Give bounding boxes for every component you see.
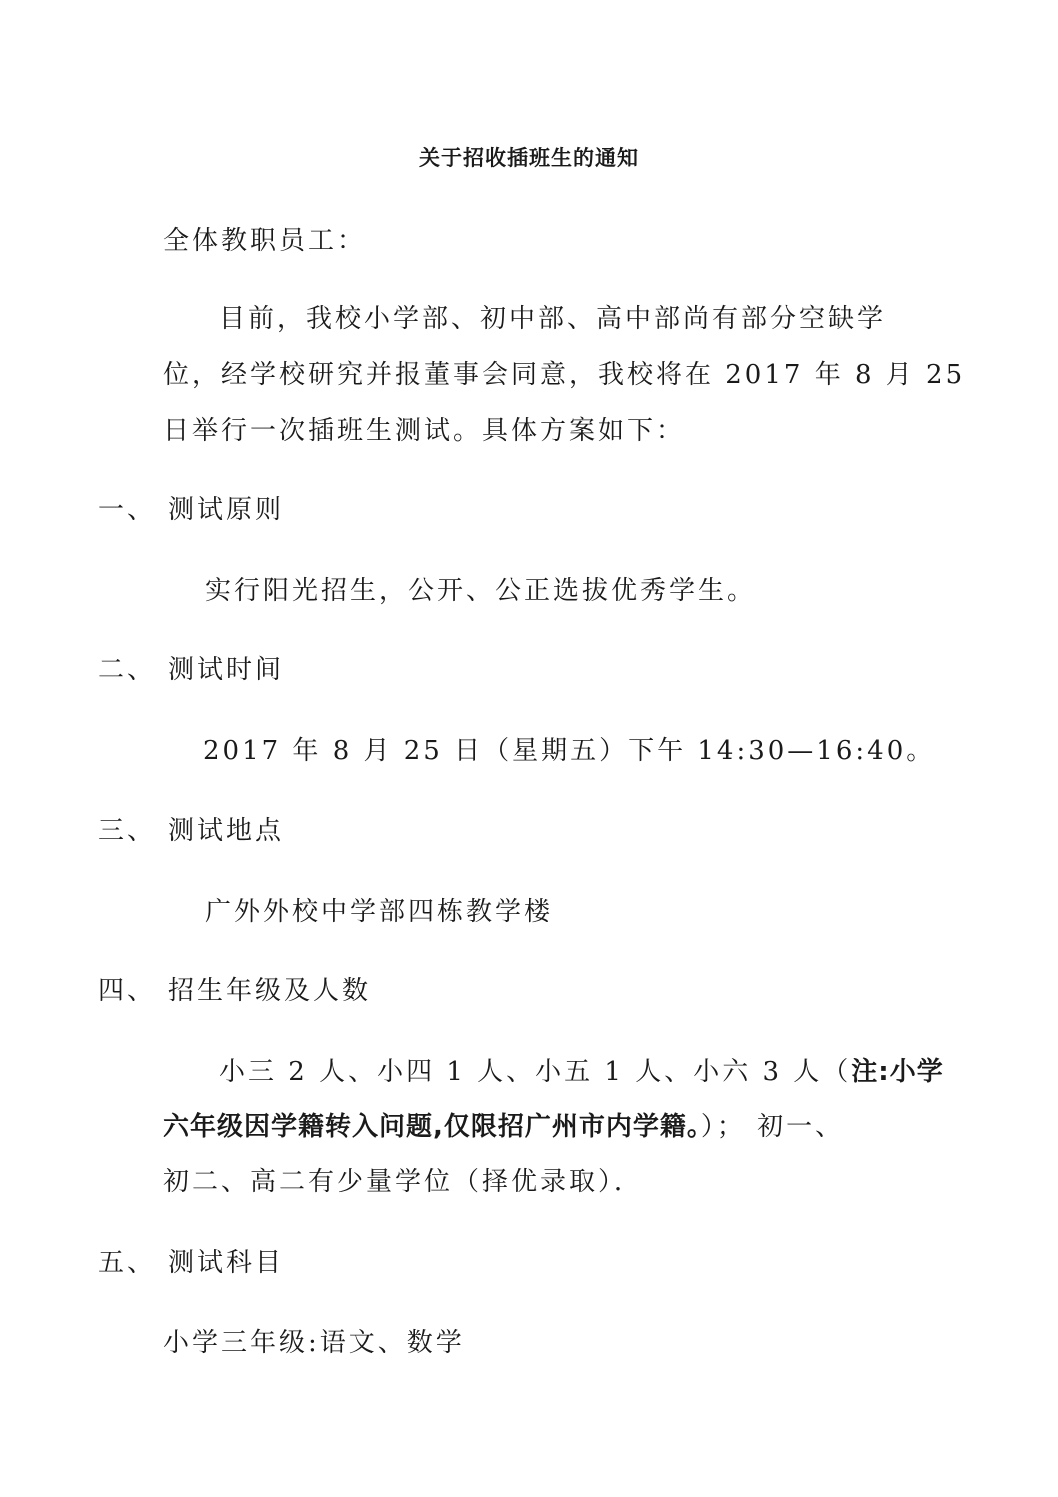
section-body-5: 小学三年级:语文、数学 [163,1328,465,1358]
section-number-3: 三、 [98,816,157,846]
section-number-5: 五、 [98,1248,157,1278]
section-heading-1: 测试原则 [168,495,285,525]
section-heading-2: 测试时间 [168,655,285,685]
section-heading-4: 招生年级及人数 [168,976,372,1006]
other-grades-text: ）； 初一、 [700,1112,845,1142]
section-body-3: 广外外校中学部四栋教学楼 [205,897,554,927]
note-text-start: 注:小学 [851,1057,944,1087]
section-number-2: 二、 [98,655,157,685]
page-title: 关于招收插班生的通知 [419,146,639,170]
note-text: 六年级因学籍转入问题,仅限招广州市内学籍。 [163,1112,701,1142]
section-body-2: 2017 年 8 月 25 日（星期五）下午 14:30—16:40。 [203,736,936,766]
section-body-4-line-3: 初二、高二有少量学位（择优录取）． [163,1167,644,1197]
section-heading-5: 测试科目 [168,1248,285,1278]
intro-line-1: 目前，我校小学部、初中部、高中部尚有部分空缺学 [219,304,887,334]
section-body-4-line-1 [219,1055,944,1089]
section-heading-3: 测试地点 [168,816,285,846]
section-body-1: 实行阳光招生，公开、公正选拔优秀学生。 [205,576,757,606]
intro-line-2: 位，经学校研究并报董事会同意，我校将在 2017 年 8 月 25 [163,360,966,390]
quota-text: 小三 2 人、小四 1 人、小五 1 人、小六 3 人（ [219,1057,852,1087]
section-number-4: 四、 [98,976,157,1006]
intro-line-3: 日举行一次插班生测试。具体方案如下： [163,416,686,446]
section-number-1: 一、 [98,495,157,525]
salutation: 全体教职员工： [163,226,367,256]
section-body-4-line-2 [163,1110,844,1144]
